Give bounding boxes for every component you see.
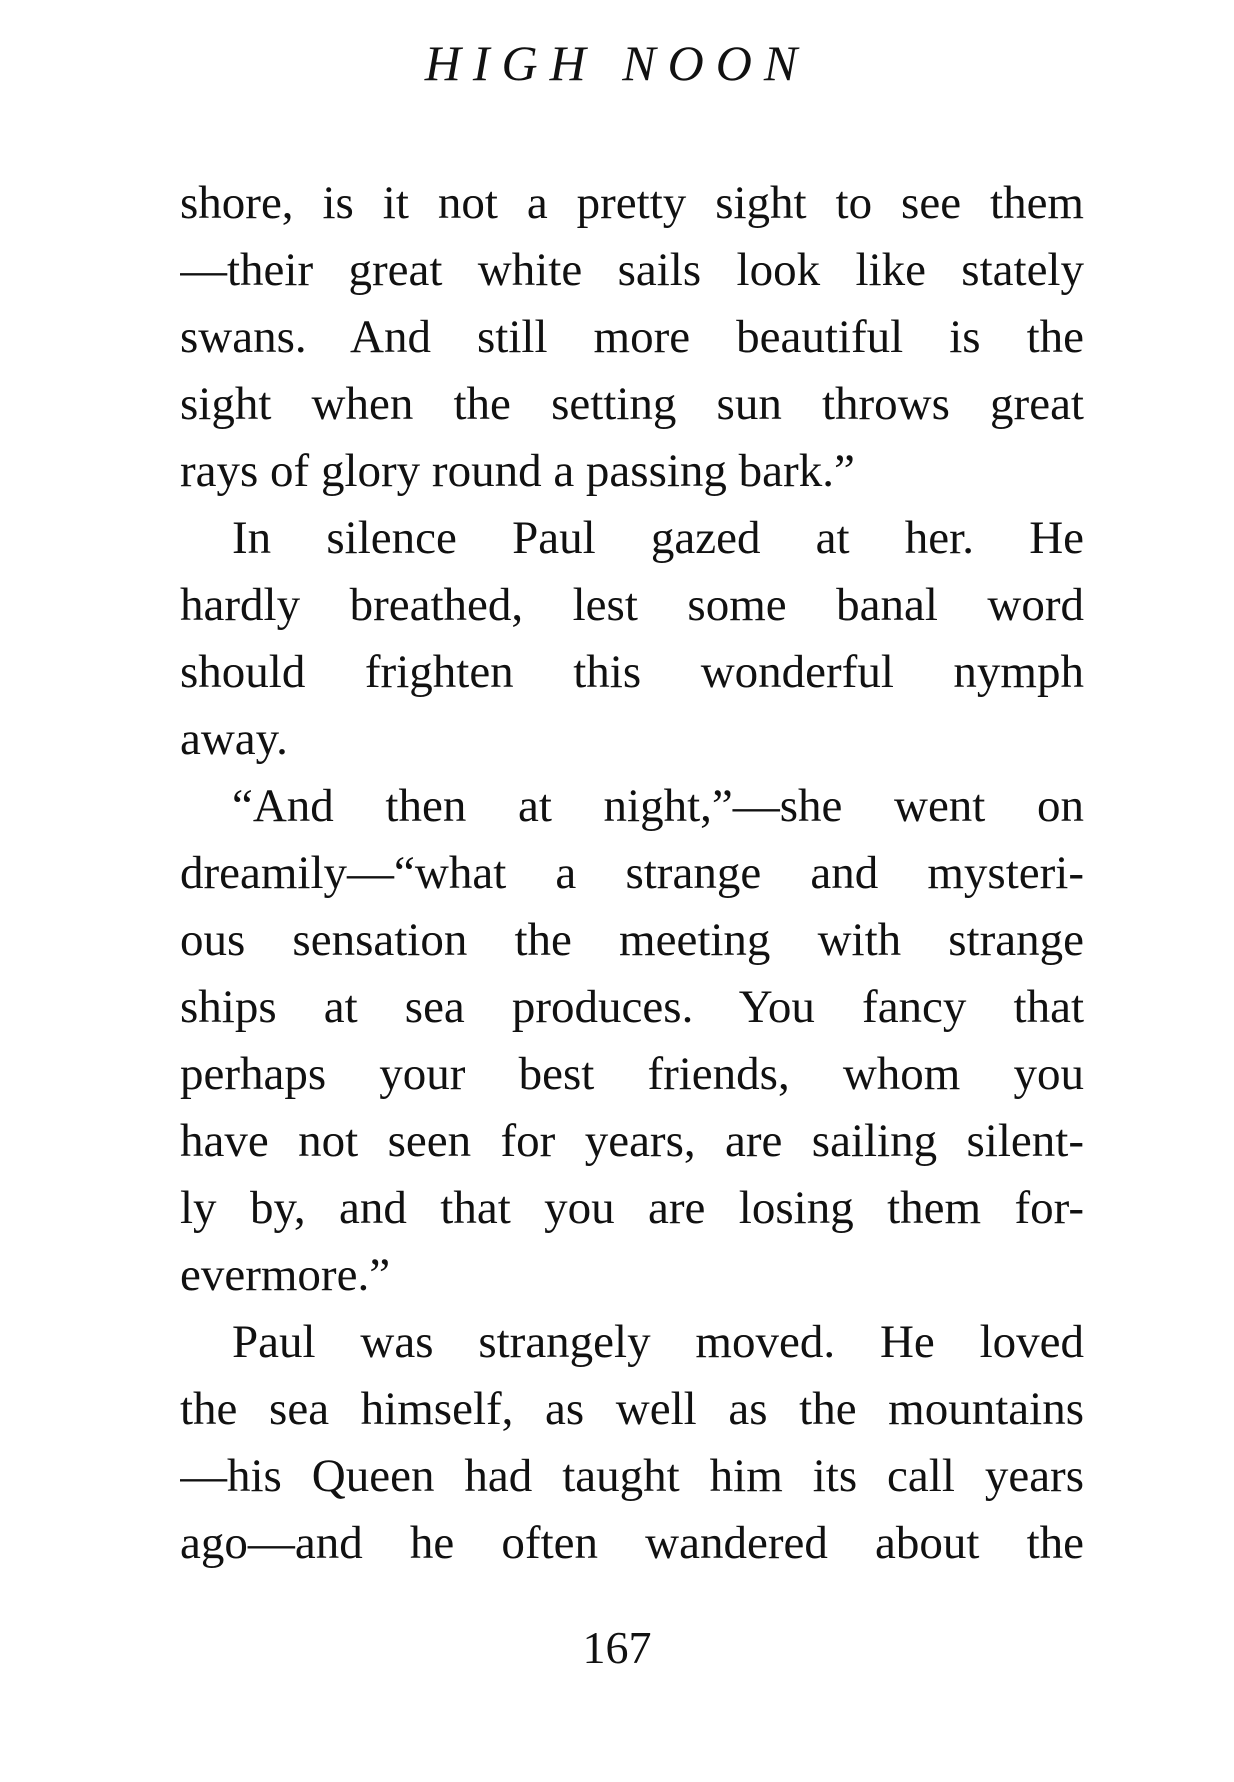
page-number: 167 <box>582 1622 652 1673</box>
text-line: ous sensation the meeting with strange <box>180 914 1084 966</box>
text-line: —their great white sails look like stately <box>180 244 1084 296</box>
text-line: ly by, and that you are losing them for- <box>180 1182 1084 1234</box>
running-head: HIGH NOON <box>424 35 810 91</box>
text-line: evermore.” <box>180 1249 391 1301</box>
text-line: perhaps your best friends, whom you <box>180 1048 1084 1100</box>
text-line: rays of glory round a passing bark.” <box>180 445 855 497</box>
text-line: should frighten this wonderful nymph <box>180 646 1084 698</box>
body-text <box>180 170 1084 1577</box>
text-line: “And then at night,”—she went on <box>232 780 1084 832</box>
text-line: the sea himself, as well as the mountains <box>180 1383 1084 1435</box>
text-line: sight when the setting sun throws great <box>180 378 1084 430</box>
text-line: dreamily—“what a strange and mysteri- <box>180 847 1084 899</box>
text-line: —his Queen had taught him its call years <box>180 1450 1084 1502</box>
text-line: hardly breathed, lest some banal word <box>180 579 1084 631</box>
text-line: ago—and he often wandered about the <box>180 1517 1084 1569</box>
text-line: In silence Paul gazed at her. He <box>232 512 1084 564</box>
text-line: have not seen for years, are sailing silent- <box>180 1115 1084 1167</box>
text-line: shore, is it not a pretty sight to see them <box>180 177 1084 229</box>
text-line: swans. And still more beautiful is the <box>180 311 1084 363</box>
text-line: ships at sea produces. You fancy that <box>180 981 1084 1033</box>
text-line: Paul was strangely moved. He loved <box>232 1316 1084 1368</box>
text-line: away. <box>180 713 288 765</box>
